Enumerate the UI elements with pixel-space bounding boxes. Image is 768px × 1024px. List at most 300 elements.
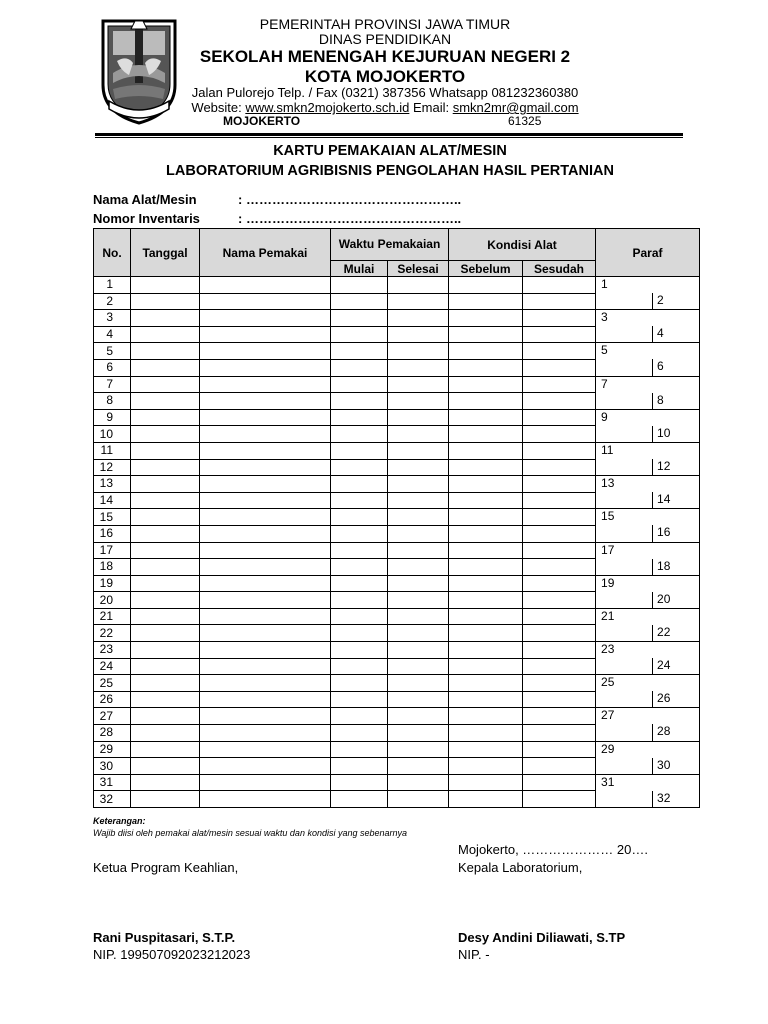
- date-cell[interactable]: [131, 376, 200, 393]
- user-name-cell[interactable]: [200, 774, 331, 791]
- row-number: 26: [94, 691, 131, 708]
- after-cell[interactable]: [523, 326, 596, 343]
- before-cell[interactable]: [449, 376, 523, 393]
- signature-number: 8: [657, 392, 664, 407]
- after-cell[interactable]: [523, 625, 596, 642]
- row-number: 4: [94, 326, 131, 343]
- before-cell[interactable]: [449, 542, 523, 559]
- user-name-cell[interactable]: [200, 675, 331, 692]
- end-cell[interactable]: [388, 393, 449, 410]
- user-name-cell[interactable]: [200, 592, 331, 609]
- signature-number: 25: [601, 675, 615, 690]
- table-row: [94, 509, 700, 526]
- end-cell[interactable]: [388, 326, 449, 343]
- end-cell[interactable]: [388, 675, 449, 692]
- user-name-cell[interactable]: [200, 758, 331, 775]
- end-cell[interactable]: [388, 725, 449, 742]
- signature-divider: [652, 459, 653, 476]
- after-cell[interactable]: [523, 459, 596, 476]
- date-cell[interactable]: [131, 725, 200, 742]
- end-cell[interactable]: [388, 442, 449, 459]
- after-cell[interactable]: [523, 277, 596, 294]
- row-number: 14: [94, 492, 131, 509]
- before-cell[interactable]: [449, 708, 523, 725]
- signature-cell[interactable]: [596, 442, 700, 475]
- notes-text: Wajib diisi oleh pemakai alat/mesin sesuai waktu dan kondisi yang sebenarnya: [93, 828, 408, 838]
- before-cell[interactable]: [449, 625, 523, 642]
- after-cell[interactable]: [523, 442, 596, 459]
- left-signer-name: Rani Puspitasari, S.T.P.: [93, 930, 236, 945]
- signature-divider: [652, 326, 653, 343]
- date-cell[interactable]: [131, 559, 200, 576]
- date-cell[interactable]: [131, 625, 200, 642]
- start-cell[interactable]: [331, 542, 388, 559]
- date-cell[interactable]: [131, 310, 200, 327]
- signature-number: 30: [657, 757, 671, 772]
- signature-cell[interactable]: [596, 708, 700, 741]
- user-name-cell[interactable]: [200, 409, 331, 426]
- signature-cell[interactable]: [596, 277, 700, 310]
- start-cell[interactable]: [331, 293, 388, 310]
- start-cell[interactable]: [331, 791, 388, 808]
- user-name-cell[interactable]: [200, 359, 331, 376]
- date-cell[interactable]: [131, 675, 200, 692]
- signature-number: 23: [601, 642, 615, 657]
- date-cell[interactable]: [131, 459, 200, 476]
- end-cell[interactable]: [388, 343, 449, 360]
- left-signer-nip: NIP. 199507092023212023: [93, 947, 251, 962]
- before-cell[interactable]: [449, 293, 523, 310]
- end-cell[interactable]: [388, 509, 449, 526]
- end-cell[interactable]: [388, 426, 449, 443]
- date-cell[interactable]: [131, 509, 200, 526]
- start-cell[interactable]: [331, 476, 388, 493]
- user-name-cell[interactable]: [200, 293, 331, 310]
- signature-number: 7: [601, 376, 608, 391]
- end-cell[interactable]: [388, 476, 449, 493]
- user-name-cell[interactable]: [200, 708, 331, 725]
- town-label: MOJOKERTO: [223, 114, 301, 128]
- user-name-cell[interactable]: [200, 575, 331, 592]
- signature-number: 29: [601, 741, 615, 756]
- email-label: Email:: [409, 100, 453, 115]
- date-cell[interactable]: [131, 642, 200, 659]
- signature-cell[interactable]: [596, 608, 700, 641]
- start-cell[interactable]: [331, 310, 388, 327]
- school-address: Jalan Pulorejo Telp. / Fax (0321) 387356 Whatsapp 081232360380: [191, 85, 579, 100]
- row-number: 24: [94, 658, 131, 675]
- after-cell[interactable]: [523, 658, 596, 675]
- end-cell[interactable]: [388, 791, 449, 808]
- date-cell[interactable]: [131, 608, 200, 625]
- before-cell[interactable]: [449, 426, 523, 443]
- start-cell[interactable]: [331, 608, 388, 625]
- row-number: 7: [94, 376, 131, 393]
- before-cell[interactable]: [449, 691, 523, 708]
- user-name-cell[interactable]: [200, 608, 331, 625]
- date-cell[interactable]: [131, 741, 200, 758]
- after-cell[interactable]: [523, 559, 596, 576]
- user-name-cell[interactable]: [200, 525, 331, 542]
- signature-cell[interactable]: [596, 642, 700, 675]
- end-cell[interactable]: [388, 758, 449, 775]
- signature-number: 5: [601, 343, 608, 358]
- row-number: 3: [94, 310, 131, 327]
- signature-cell[interactable]: [596, 542, 700, 575]
- signature-cell[interactable]: [596, 774, 700, 807]
- after-cell[interactable]: [523, 741, 596, 758]
- right-signer-name: Desy Andini Diliawati, S.TP: [458, 930, 626, 945]
- before-cell[interactable]: [449, 608, 523, 625]
- after-cell[interactable]: [523, 774, 596, 791]
- row-number: 23: [94, 642, 131, 659]
- header-before: Sebelum: [449, 261, 523, 277]
- notes-label: Keterangan:: [93, 816, 146, 826]
- row-number: 15: [94, 509, 131, 526]
- end-cell[interactable]: [388, 310, 449, 327]
- postcode: 61325: [508, 114, 542, 128]
- end-cell[interactable]: [388, 525, 449, 542]
- before-cell[interactable]: [449, 592, 523, 609]
- before-cell[interactable]: [449, 642, 523, 659]
- after-cell[interactable]: [523, 675, 596, 692]
- end-cell[interactable]: [388, 608, 449, 625]
- start-cell[interactable]: [331, 426, 388, 443]
- user-name-cell[interactable]: [200, 376, 331, 393]
- user-name-cell[interactable]: [200, 442, 331, 459]
- before-cell[interactable]: [449, 725, 523, 742]
- user-name-cell[interactable]: [200, 393, 331, 410]
- end-cell[interactable]: [388, 575, 449, 592]
- end-cell[interactable]: [388, 625, 449, 642]
- date-cell[interactable]: [131, 542, 200, 559]
- place-date-line: Mojokerto, ………………… 20….: [458, 842, 648, 857]
- signature-divider: [652, 691, 653, 708]
- date-cell[interactable]: [131, 758, 200, 775]
- signature-divider: [652, 625, 653, 642]
- before-cell[interactable]: [449, 310, 523, 327]
- start-cell[interactable]: [331, 592, 388, 609]
- signature-cell[interactable]: [596, 476, 700, 509]
- before-cell[interactable]: [449, 393, 523, 410]
- signature-cell[interactable]: [596, 376, 700, 409]
- start-cell[interactable]: [331, 393, 388, 410]
- right-signer-role: Kepala Laboratorium,: [458, 860, 583, 875]
- inventory-number-label: Nomor Inventaris: [93, 211, 200, 226]
- start-cell[interactable]: [331, 575, 388, 592]
- end-cell[interactable]: [388, 559, 449, 576]
- school-city: KOTA MOJOKERTO: [304, 67, 466, 86]
- row-number: 8: [94, 393, 131, 410]
- before-cell[interactable]: [449, 343, 523, 360]
- before-cell[interactable]: [449, 476, 523, 493]
- user-name-cell[interactable]: [200, 725, 331, 742]
- after-cell[interactable]: [523, 592, 596, 609]
- header-after: Sesudah: [523, 261, 596, 277]
- table-row: [94, 575, 700, 592]
- date-cell[interactable]: [131, 476, 200, 493]
- website-link[interactable]: www.smkn2mojokerto.sch.id: [245, 100, 410, 115]
- after-cell[interactable]: [523, 509, 596, 526]
- end-cell[interactable]: [388, 376, 449, 393]
- start-cell[interactable]: [331, 492, 388, 509]
- user-name-cell[interactable]: [200, 658, 331, 675]
- start-cell[interactable]: [331, 359, 388, 376]
- user-name-cell[interactable]: [200, 426, 331, 443]
- tool-name-label: Nama Alat/Mesin: [93, 192, 197, 207]
- end-cell[interactable]: [388, 741, 449, 758]
- start-cell[interactable]: [331, 708, 388, 725]
- after-cell[interactable]: [523, 542, 596, 559]
- signature-cell[interactable]: [596, 509, 700, 542]
- user-name-cell[interactable]: [200, 741, 331, 758]
- before-cell[interactable]: [449, 277, 523, 294]
- inventory-number-value[interactable]: : …………………………………………..: [238, 211, 462, 226]
- signature-cell[interactable]: [596, 741, 700, 774]
- end-cell[interactable]: [388, 592, 449, 609]
- date-cell[interactable]: [131, 359, 200, 376]
- user-name-cell[interactable]: [200, 277, 331, 294]
- signature-number: 28: [657, 724, 671, 739]
- user-name-cell[interactable]: [200, 791, 331, 808]
- table-row: [94, 442, 700, 459]
- start-cell[interactable]: [331, 326, 388, 343]
- signature-number: 15: [601, 509, 615, 524]
- date-cell[interactable]: [131, 343, 200, 360]
- signature-number: 6: [657, 359, 664, 374]
- before-cell[interactable]: [449, 791, 523, 808]
- date-cell[interactable]: [131, 426, 200, 443]
- header-no: No.: [94, 229, 131, 277]
- date-cell[interactable]: [131, 326, 200, 343]
- date-cell[interactable]: [131, 774, 200, 791]
- gov-line: PEMERINTAH PROVINSI JAWA TIMUR: [259, 16, 511, 32]
- after-cell[interactable]: [523, 642, 596, 659]
- start-cell[interactable]: [331, 559, 388, 576]
- signature-cell[interactable]: [596, 310, 700, 343]
- start-cell[interactable]: [331, 343, 388, 360]
- start-cell[interactable]: [331, 741, 388, 758]
- date-cell[interactable]: [131, 492, 200, 509]
- after-cell[interactable]: [523, 359, 596, 376]
- left-signer-role: Ketua Program Keahlian,: [93, 860, 239, 875]
- date-cell[interactable]: [131, 393, 200, 410]
- end-cell[interactable]: [388, 293, 449, 310]
- user-name-cell[interactable]: [200, 642, 331, 659]
- row-number: 11: [94, 442, 131, 459]
- user-name-cell[interactable]: [200, 310, 331, 327]
- row-number: 31: [94, 774, 131, 791]
- header-user-name: Nama Pemakai: [200, 229, 331, 277]
- signature-divider: [652, 492, 653, 509]
- table-row: [94, 310, 700, 327]
- document-subtitle: LABORATORIUM AGRIBISNIS PENGOLAHAN HASIL PERTANIAN: [166, 163, 614, 179]
- department-line: DINAS PENDIDIKAN: [318, 31, 452, 47]
- date-cell[interactable]: [131, 442, 200, 459]
- table-row: [94, 542, 700, 559]
- header-usage-time: Waktu Pemakaian: [331, 229, 449, 261]
- signature-divider: [652, 426, 653, 443]
- date-cell[interactable]: [131, 575, 200, 592]
- signature-number: 12: [657, 458, 671, 473]
- user-name-cell[interactable]: [200, 476, 331, 493]
- before-cell[interactable]: [449, 741, 523, 758]
- table-row: [94, 642, 700, 659]
- start-cell[interactable]: [331, 642, 388, 659]
- row-number: 6: [94, 359, 131, 376]
- start-cell[interactable]: [331, 658, 388, 675]
- after-cell[interactable]: [523, 293, 596, 310]
- end-cell[interactable]: [388, 492, 449, 509]
- after-cell[interactable]: [523, 575, 596, 592]
- before-cell[interactable]: [449, 359, 523, 376]
- signature-number: 10: [657, 425, 671, 440]
- signature-cell[interactable]: [596, 409, 700, 442]
- tool-name-value[interactable]: : …………………………………………..: [238, 192, 462, 207]
- header-tool-condition: Kondisi Alat: [449, 229, 596, 261]
- end-cell[interactable]: [388, 691, 449, 708]
- start-cell[interactable]: [331, 625, 388, 642]
- header-end: Selesai: [388, 261, 449, 277]
- after-cell[interactable]: [523, 791, 596, 808]
- signature-number: 4: [657, 326, 664, 341]
- table-row: [94, 343, 700, 360]
- table-row: [94, 774, 700, 791]
- start-cell[interactable]: [331, 691, 388, 708]
- user-name-cell[interactable]: [200, 492, 331, 509]
- signature-divider: [652, 559, 653, 576]
- right-signer-nip: NIP. -: [458, 947, 490, 962]
- after-cell[interactable]: [523, 758, 596, 775]
- before-cell[interactable]: [449, 774, 523, 791]
- user-name-cell[interactable]: [200, 326, 331, 343]
- after-cell[interactable]: [523, 393, 596, 410]
- date-cell[interactable]: [131, 525, 200, 542]
- after-cell[interactable]: [523, 310, 596, 327]
- signature-cell[interactable]: [596, 675, 700, 708]
- start-cell[interactable]: [331, 442, 388, 459]
- after-cell[interactable]: [523, 476, 596, 493]
- after-cell[interactable]: [523, 708, 596, 725]
- signature-number: 14: [657, 492, 671, 507]
- date-cell[interactable]: [131, 691, 200, 708]
- before-cell[interactable]: [449, 525, 523, 542]
- signature-divider: [652, 293, 653, 310]
- after-cell[interactable]: [523, 492, 596, 509]
- before-cell[interactable]: [449, 409, 523, 426]
- date-cell[interactable]: [131, 791, 200, 808]
- after-cell[interactable]: [523, 426, 596, 443]
- before-cell[interactable]: [449, 459, 523, 476]
- date-cell[interactable]: [131, 658, 200, 675]
- user-name-cell[interactable]: [200, 625, 331, 642]
- start-cell[interactable]: [331, 675, 388, 692]
- start-cell[interactable]: [331, 509, 388, 526]
- email-link[interactable]: smkn2mr@gmail.com: [452, 100, 579, 115]
- after-cell[interactable]: [523, 608, 596, 625]
- row-number: 19: [94, 575, 131, 592]
- after-cell[interactable]: [523, 525, 596, 542]
- start-cell[interactable]: [331, 459, 388, 476]
- after-cell[interactable]: [523, 725, 596, 742]
- after-cell[interactable]: [523, 376, 596, 393]
- end-cell[interactable]: [388, 459, 449, 476]
- signature-divider: [652, 525, 653, 542]
- table-row: [94, 376, 700, 393]
- provincial-emblem-logo: [97, 15, 181, 127]
- start-cell[interactable]: [331, 409, 388, 426]
- user-name-cell[interactable]: [200, 542, 331, 559]
- before-cell[interactable]: [449, 658, 523, 675]
- signature-divider: [652, 724, 653, 741]
- signature-cell[interactable]: [596, 575, 700, 608]
- row-number: 21: [94, 608, 131, 625]
- after-cell[interactable]: [523, 691, 596, 708]
- signature-number: 13: [601, 476, 615, 491]
- before-cell[interactable]: [449, 675, 523, 692]
- date-cell[interactable]: [131, 592, 200, 609]
- start-cell[interactable]: [331, 277, 388, 294]
- signature-divider: [652, 393, 653, 410]
- end-cell[interactable]: [388, 774, 449, 791]
- end-cell[interactable]: [388, 658, 449, 675]
- signature-number: 32: [657, 790, 671, 805]
- before-cell[interactable]: [449, 758, 523, 775]
- date-cell[interactable]: [131, 409, 200, 426]
- user-name-cell[interactable]: [200, 691, 331, 708]
- signature-divider: [652, 658, 653, 675]
- signature-number: 11: [601, 442, 614, 457]
- before-cell[interactable]: [449, 442, 523, 459]
- table-row: [94, 476, 700, 493]
- user-name-cell[interactable]: [200, 343, 331, 360]
- before-cell[interactable]: [449, 509, 523, 526]
- start-cell[interactable]: [331, 376, 388, 393]
- before-cell[interactable]: [449, 575, 523, 592]
- after-cell[interactable]: [523, 409, 596, 426]
- end-cell[interactable]: [388, 409, 449, 426]
- before-cell[interactable]: [449, 326, 523, 343]
- user-name-cell[interactable]: [200, 509, 331, 526]
- start-cell[interactable]: [331, 525, 388, 542]
- end-cell[interactable]: [388, 642, 449, 659]
- row-number: 28: [94, 725, 131, 742]
- start-cell[interactable]: [331, 758, 388, 775]
- header-rule-thin: [95, 137, 683, 138]
- signature-cell[interactable]: [596, 343, 700, 376]
- end-cell[interactable]: [388, 277, 449, 294]
- table-row: [94, 409, 700, 426]
- end-cell[interactable]: [388, 542, 449, 559]
- start-cell[interactable]: [331, 774, 388, 791]
- user-name-cell[interactable]: [200, 459, 331, 476]
- row-number: 20: [94, 592, 131, 609]
- signature-number: 3: [601, 310, 608, 325]
- end-cell[interactable]: [388, 359, 449, 376]
- after-cell[interactable]: [523, 343, 596, 360]
- end-cell[interactable]: [388, 708, 449, 725]
- date-cell[interactable]: [131, 277, 200, 294]
- row-number: 10: [94, 426, 131, 443]
- before-cell[interactable]: [449, 559, 523, 576]
- start-cell[interactable]: [331, 725, 388, 742]
- date-cell[interactable]: [131, 293, 200, 310]
- before-cell[interactable]: [449, 492, 523, 509]
- user-name-cell[interactable]: [200, 559, 331, 576]
- date-cell[interactable]: [131, 708, 200, 725]
- signature-number: 17: [601, 542, 615, 557]
- row-number: 29: [94, 741, 131, 758]
